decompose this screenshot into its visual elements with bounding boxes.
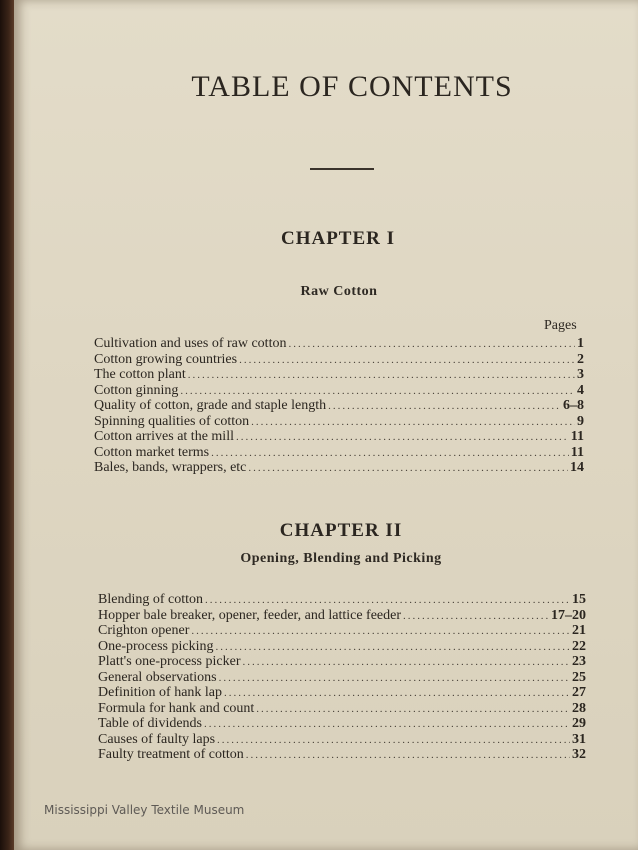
- toc-entry: [94, 460, 584, 476]
- toc-entry-title: Cultivation and uses of raw cotton: [94, 336, 287, 351]
- leader-dots: [224, 686, 570, 702]
- toc-entry: [98, 608, 586, 624]
- leader-dots: [239, 353, 575, 369]
- toc-entry-page: 17–20: [551, 607, 586, 623]
- leader-dots: [188, 368, 575, 384]
- toc-entry: [98, 670, 586, 686]
- toc-entry: [94, 414, 584, 430]
- leader-dots: [242, 655, 570, 671]
- museum-watermark: Mississippi Valley Textile Museum: [44, 803, 245, 817]
- toc-entry: [98, 685, 586, 701]
- chapter-1-subtitle: Raw Cotton: [300, 284, 378, 299]
- leader-dots: [403, 609, 549, 625]
- toc-entry-page: 32: [572, 747, 586, 762]
- pages-column-label: Pages: [544, 318, 577, 333]
- leader-dots: [217, 733, 570, 749]
- toc-entry-page: 11: [570, 444, 584, 460]
- chapter-2-toc: [98, 592, 586, 763]
- toc-entry-title: Cotton market terms: [94, 444, 210, 460]
- toc-entry: [98, 732, 586, 748]
- leader-dots: [288, 337, 575, 353]
- toc-entry: [98, 639, 586, 655]
- leader-dots: [246, 748, 570, 764]
- leader-dots: [205, 593, 570, 609]
- toc-entry: [98, 716, 586, 732]
- chapter-1-heading: CHAPTER I: [280, 228, 396, 249]
- toc-entry-page: 2: [577, 351, 584, 367]
- toc-entry: [94, 367, 584, 383]
- toc-entry-title: Bales, bands, wrappers, etc: [94, 460, 247, 475]
- toc-entry-page: 1: [577, 336, 584, 351]
- leader-dots: [219, 671, 570, 687]
- toc-entry-title: Cotton growing countries: [94, 351, 238, 367]
- toc-entry-page: 27: [572, 685, 586, 700]
- leader-dots: [251, 415, 575, 431]
- leader-dots: [256, 702, 570, 718]
- book-spine-edge: [0, 0, 14, 850]
- leader-dots: [204, 717, 570, 733]
- book-page: [14, 0, 638, 850]
- toc-entry-title: Table of dividends: [98, 716, 202, 731]
- page-title: TABLE OF CONTENTS: [191, 70, 513, 103]
- toc-entry-page: 4: [577, 382, 584, 398]
- toc-entry: [98, 592, 586, 608]
- toc-entry-title: Hopper bale breaker, opener, feeder, and lattice feeder: [98, 607, 402, 623]
- toc-entry-title: Causes of faulty laps: [98, 731, 216, 747]
- toc-entry-title: Spinning qualities of cotton: [94, 413, 250, 429]
- toc-entry: [94, 336, 584, 352]
- toc-entry-title: One-process picking: [98, 638, 214, 654]
- toc-entry: [94, 383, 584, 399]
- toc-entry: [94, 398, 584, 414]
- leader-dots: [180, 384, 575, 400]
- toc-entry-page: 28: [572, 700, 586, 716]
- toc-entry: [94, 445, 584, 461]
- toc-entry-title: General observations: [98, 669, 217, 685]
- toc-entry: [98, 654, 586, 670]
- chapter-1-toc: [94, 336, 584, 476]
- toc-entry-title: Definition of hank lap: [98, 685, 223, 700]
- toc-entry-page: 23: [572, 654, 586, 669]
- toc-entry-title: Faulty treatment of cotton: [98, 747, 244, 762]
- toc-entry-title: Quality of cotton, grade and staple length: [94, 398, 327, 413]
- toc-entry-page: 15: [572, 592, 586, 607]
- chapter-2-subtitle: Opening, Blending and Picking: [240, 551, 442, 566]
- toc-entry: [98, 623, 586, 639]
- toc-entry-title: Cotton ginning: [94, 382, 179, 398]
- title-divider: [310, 168, 374, 170]
- toc-entry: [98, 701, 586, 717]
- toc-entry-page: 22: [572, 638, 586, 654]
- leader-dots: [191, 624, 570, 640]
- leader-dots: [236, 430, 569, 446]
- toc-entry: [98, 747, 586, 763]
- toc-entry-title: Blending of cotton: [98, 592, 203, 607]
- chapter-2-heading: CHAPTER II: [279, 520, 403, 541]
- toc-entry-page: 3: [577, 367, 584, 382]
- leader-dots: [328, 399, 561, 415]
- leader-dots: [248, 461, 568, 477]
- toc-entry-title: Platt's one-process picker: [98, 654, 241, 669]
- toc-entry: [94, 429, 584, 445]
- leader-dots: [215, 640, 570, 656]
- toc-entry-page: 31: [572, 731, 586, 747]
- toc-entry-page: 25: [572, 669, 586, 685]
- toc-entry-title: The cotton plant: [94, 367, 186, 382]
- toc-entry-page: 6–8: [563, 398, 584, 413]
- toc-entry-title: Formula for hank and count: [98, 700, 255, 716]
- toc-entry: [94, 352, 584, 368]
- toc-entry-page: 14: [570, 460, 584, 475]
- toc-entry-page: 9: [577, 413, 584, 429]
- leader-dots: [211, 446, 569, 462]
- toc-entry-title: Cotton arrives at the mill: [94, 429, 234, 444]
- toc-entry-page: 29: [572, 716, 586, 731]
- toc-entry-page: 21: [572, 623, 586, 638]
- toc-entry-page: 11: [570, 429, 584, 444]
- toc-entry-title: Crighton opener: [98, 623, 190, 638]
